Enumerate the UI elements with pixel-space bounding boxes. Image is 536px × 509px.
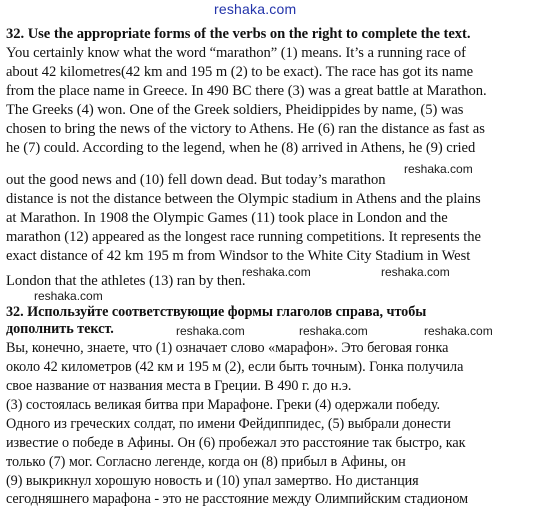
- english-line-2: about 42 kilometres(42 km and 195 m (2) to be exact). The race has got its name: [6, 64, 474, 80]
- english-line-5: chosen to bring the news of the victory to Athens. He (6) ran the distance as fast as: [6, 121, 485, 137]
- watermark: reshaka.com: [404, 162, 473, 176]
- watermark: reshaka.com: [242, 265, 311, 279]
- english-line-1: You certainly know what the word “marathon” (1) means. It’s a running race of: [6, 45, 466, 61]
- english-heading: 32. Use the appropriate forms of the verbs on the right to complete the text.: [6, 26, 471, 42]
- english-line-3: from the place name in Greece. In 490 BC there (3) was a great battle at Marathon.: [6, 83, 487, 99]
- russian-line-7: только (7) мог. Согласно легенде, когда он (8) прибыл в Афины, он: [6, 454, 406, 470]
- russian-line-3: свое название от названия места в Греции. В 490 г. до н.э.: [6, 378, 352, 394]
- russian-line-2: около 42 километров (42 км и 195 м (2), если быть точным). Гонка получила: [6, 359, 464, 375]
- russian-line-6: известие о победе в Афины. Он (6) пробежал это расстояние так быстро, как: [6, 435, 466, 451]
- english-line-4: The Greeks (4) won. One of the Greek soldiers, Pheidippides by name, (5) was: [6, 102, 464, 118]
- russian-line-4: (3) состоялась великая битва при Марафоне. Греки (4) одержали победу.: [6, 397, 440, 413]
- english-line-6: he (7) could. According to the legend, when he (8) arrived in Athens, he (9) cried: [6, 140, 476, 156]
- russian-line-1: Вы, конечно, знаете, что (1) означает слово «марафон». Это беговая гонка: [6, 340, 449, 356]
- watermark: reshaka.com: [424, 324, 493, 338]
- watermark: reshaka.com: [299, 324, 368, 338]
- russian-line-8: (9) выкрикнул хорошую новость и (10) упал замертво. Но дистанция: [6, 473, 419, 489]
- english-line-9: at Marathon. In 1908 the Olympic Games (11) took place in London and the: [6, 210, 448, 226]
- watermark: reshaka.com: [176, 324, 245, 338]
- russian-line-9: сегодняшнего марафона - это не расстояние между Олимпийским стадионом: [6, 491, 469, 507]
- english-line-8: distance is not the distance between the Olympic stadium in Athens and the plains: [6, 191, 481, 207]
- english-line-10: marathon (12) appeared as the longest race running competitions. It represents the: [6, 229, 481, 245]
- watermark-top: reshaka.com: [214, 1, 297, 17]
- english-line-11: exact distance of 42 km 195 m from Windsor to the White City Stadium in West: [6, 248, 471, 264]
- russian-heading-line-1: 32. Используйте соответствующие формы глаголов справа, чтобы: [6, 304, 427, 320]
- russian-line-5: Одного из греческих солдат, по имени Фейдиппидес, (5) выбрали донести: [6, 416, 451, 432]
- watermark: reshaka.com: [381, 265, 450, 279]
- english-line-7: out the good news and (10) fell down dead. But today’s marathon: [6, 172, 386, 188]
- english-line-12: London that the athletes (13) ran by then.: [6, 273, 246, 289]
- russian-heading-line-2: дополнить текст.: [6, 321, 114, 337]
- watermark: reshaka.com: [34, 289, 103, 303]
